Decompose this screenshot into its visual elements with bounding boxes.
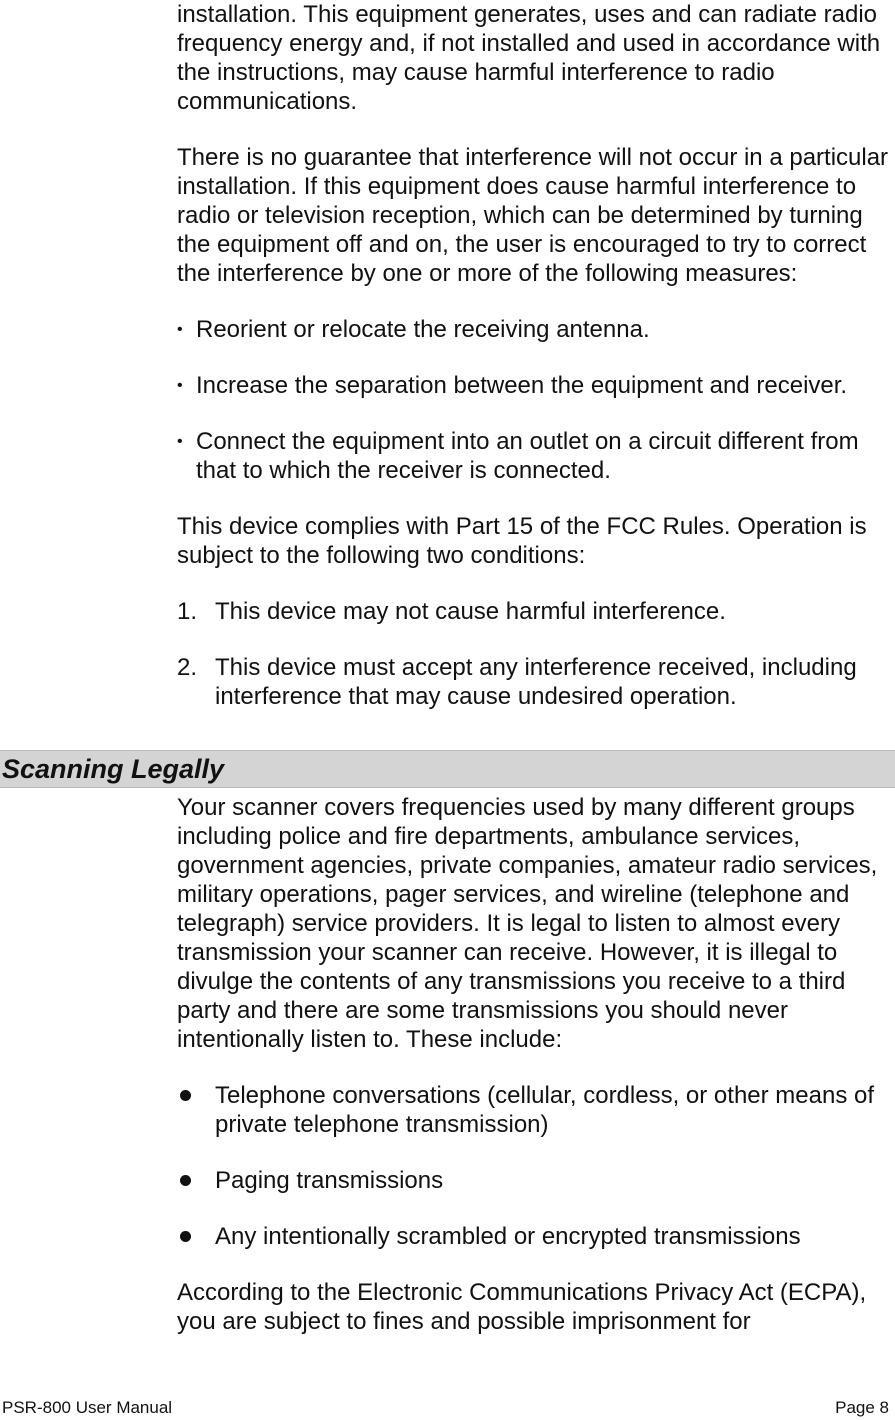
fcc-notice-block [177,0,893,711]
paragraph-installation: installation. This equipment generates, uses and can radiate radio frequency energy and, if not installed and used in accordance with the instructions, may cause harmful interference to radio communications. [177,1,881,115]
scanning-legally-block [177,793,893,1336]
bullet-icon [180,1090,191,1101]
bullet-icon [180,1231,191,1242]
measure-item: • Reorient or relocate the receiving antenna. [177,316,650,343]
paragraph-no-guarantee: There is no guarantee that interference will not occur in a particular installation. If this equipment does cause harmful interference to radio or television reception, which can be determined by turning the equipment off and on, the user is encouraged to try to correct the interference by one or more of the following measures: [177,144,889,287]
paragraph-part15: This device complies with Part 15 of the FCC Rules. Operation is subject to the following two conditions: [177,513,867,569]
condition-number: 2. [177,654,198,681]
paragraph-ecpa: According to the Electronic Communications Privacy Act (ECPA), you are subject to fines and possible imprisonment for [177,1279,867,1335]
measure-item: • Connect the equipment into an outlet on a circuit different from that to which the receiver is connected. [177,428,859,484]
bullet-icon [180,1175,191,1186]
list-item: Paging transmissions [177,1166,893,1195]
section-title: Scanning Legally [2,754,225,784]
condition-item: 1. This device may not cause harmful interference. [177,598,726,625]
measure-item: • Increase the separation between the equipment and receiver. [177,372,848,399]
section-header-bar [0,750,895,788]
bullet-icon: • [177,433,183,450]
list-item: Telephone conversations (cellular, cordless, or other means of private telephone transmission) [177,1081,893,1139]
bullet-icon: • [177,321,183,338]
list-item: Any intentionally scrambled or encrypted transmissions [177,1222,893,1251]
bullet-icon: • [177,377,183,394]
condition-item: 2. This device must accept any interference received, including interference that may cause undesired operation. [177,654,857,710]
manual-title: PSR-800 User Manual [2,1398,173,1417]
page-number: Page 8 [835,1398,889,1417]
paragraph-frequencies: Your scanner covers frequencies used by many different groups including police and fire departments, ambulance services, government agencies, private companies, amateur radio services, military operations, pager services, and wireline (telephone and telegraph) service providers. It is legal to listen to almost every transmission your scanner can receive. However, it is illegal to divulge the contents of any transmissions you receive to a third party and there are some transmissions you should never intentionally listen to. These include: [177,794,878,1053]
condition-number: 1. [177,598,198,625]
